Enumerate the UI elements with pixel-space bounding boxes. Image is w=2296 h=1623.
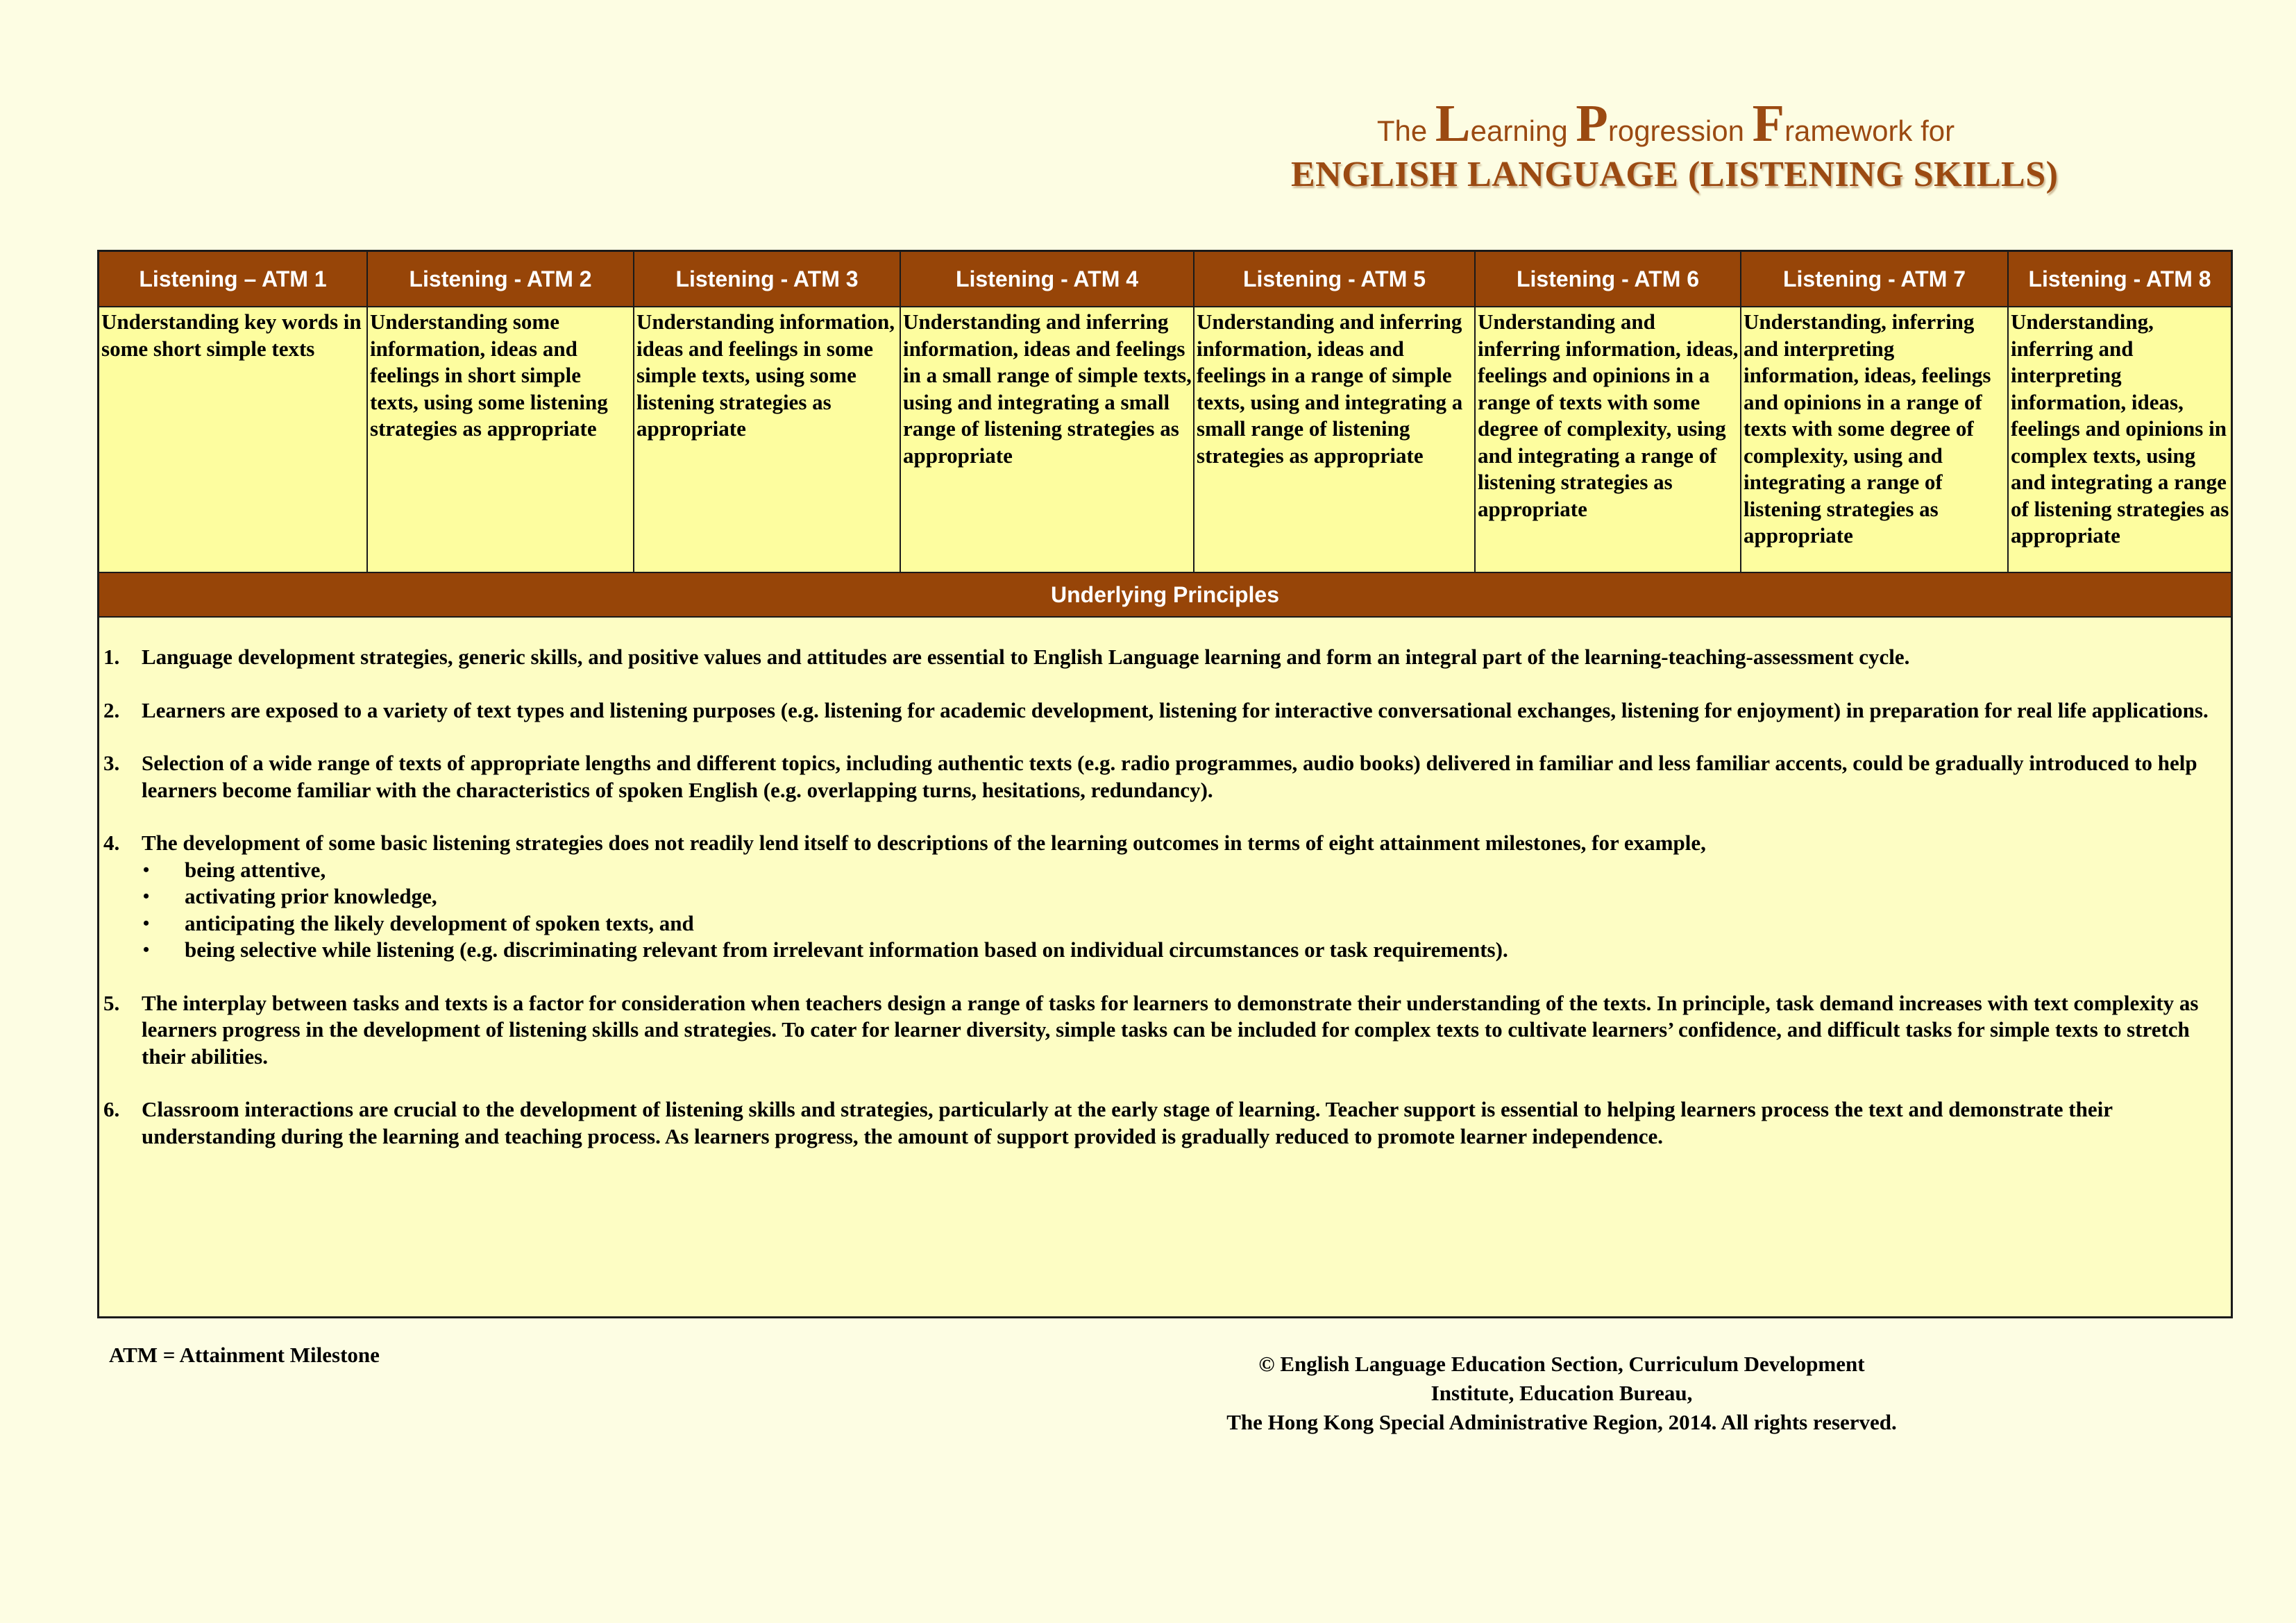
atm-5-descriptor: Understanding and inferring information, ideas and feelings in a range of simple texts, using and integrating a small range of listening strategies as appropriate xyxy=(1194,307,1475,572)
principle-number: 3. xyxy=(103,751,120,775)
atm-8-descriptor: Understanding, inferring and interpreting information, ideas, feelings and opinions in complex texts, using and integrating a range of listening strategies as appropriate xyxy=(2008,307,2231,572)
atm-7-header: Listening - ATM 7 xyxy=(1741,252,2008,307)
principle-text: Classroom interactions are crucial to the development of listening skills and strategies, particularly at the early stage of learning. Teacher support is essential to helping learners process the text and demonstrate their understanding during the learning and teaching process. As learners progress, the amount of support provided is gradually reduced to promote learner independence. xyxy=(142,1097,2113,1148)
principle-body xyxy=(142,830,2217,964)
principle-number: 4. xyxy=(103,831,120,855)
title-word-framework: ramework for xyxy=(1784,114,1955,147)
bullet-icon: • xyxy=(143,859,150,880)
atm-abbreviation-note: ATM = Attainment Milestone xyxy=(109,1343,380,1367)
atm-1-header: Listening – ATM 1 xyxy=(99,252,367,307)
atm-3-descriptor: Understanding information, ideas and feelings in some simple texts, using some listening strategies as appropriate xyxy=(634,307,900,572)
bullet-icon: • xyxy=(143,912,150,933)
principle-item xyxy=(103,1096,2217,1150)
principle-number: 2. xyxy=(103,697,120,722)
strategy-bullet-list xyxy=(142,857,2217,964)
copyright-notice xyxy=(1215,1350,1909,1437)
bullet-item xyxy=(142,883,2217,910)
principle-item xyxy=(103,750,2217,804)
bullet-icon: • xyxy=(143,940,150,960)
atm-1-descriptor: Understanding key words in some short simple texts xyxy=(99,307,367,572)
bullet-text: being selective while listening (e.g. discriminating relevant from irrelevant information based on individual circumstances or task requirements). xyxy=(185,937,1508,962)
copyright-line-1: © English Language Education Section, Curriculum Development Institute, Education Bureau, xyxy=(1258,1352,1865,1405)
bullet-text: activating prior knowledge, xyxy=(185,884,437,908)
document-subtitle: ENGLISH LANGUAGE (LISTENING SKILLS) xyxy=(1291,155,2059,194)
principle-item xyxy=(103,990,2217,1071)
principle-item xyxy=(103,697,2217,724)
principle-text: The development of some basic listening strategies does not readily lend itself to descriptions of the learning outcomes in terms of eight attainment milestones, for example, xyxy=(142,831,1706,855)
atm-header-row xyxy=(99,252,2231,307)
principle-text: Language development strategies, generic skills, and positive values and attitudes are essential to English Language learning and form an integral part of the learning-teaching-assessment cycle. xyxy=(142,645,1910,669)
title-word-progression: rogression xyxy=(1607,114,1744,147)
title-initial-f: F xyxy=(1752,94,1785,153)
principle-text: Selection of a wide range of texts of appropriate lengths and different topics, including authentic texts (e.g. radio programmes, audio books) delivered in familiar and less familiar accents, could be gradually introduced to help learners become familiar with the characteristics of spoken English (e.g. overlapping turns, hesitations, redundancy). xyxy=(142,751,2197,802)
atm-4-header: Listening - ATM 4 xyxy=(900,252,1194,307)
bullet-item xyxy=(142,857,2217,884)
title-initial-l: L xyxy=(1435,94,1471,153)
copyright-line-2: The Hong Kong Special Administrative Region, 2014. All rights reserved. xyxy=(1226,1410,1897,1434)
principle-item xyxy=(103,830,2217,964)
principle-text: The interplay between tasks and texts is a factor for consideration when teachers design a range of tasks for learners to demonstrate their understanding of the texts. In principle, task demand increases with text complexity as learners progress in the development of listening skills and strategies. To cater for learner diversity, simple tasks can be included for complex texts to cultivate learners’ confidence, and difficult tasks for simple texts to stretch their abilities. xyxy=(142,990,2199,1069)
bullet-icon: • xyxy=(143,886,150,906)
title-word-the: The xyxy=(1376,114,1428,147)
bullet-item xyxy=(142,910,2217,937)
title-initial-p: P xyxy=(1576,94,1608,153)
principle-number: 1. xyxy=(103,645,120,669)
atm-table xyxy=(99,252,2231,572)
atm-4-descriptor: Understanding and inferring information, ideas and feelings in a small range of simple texts, using and integrating a small range of listening strategies as appropriate xyxy=(900,307,1194,572)
underlying-principles-heading: Underlying Principles xyxy=(99,572,2231,618)
atm-2-header: Listening - ATM 2 xyxy=(367,252,634,307)
atm-6-header: Listening - ATM 6 xyxy=(1475,252,1741,307)
title-line-1 xyxy=(1291,94,2041,153)
atm-8-header: Listening - ATM 8 xyxy=(2008,252,2231,307)
atm-6-descriptor: Understanding and inferring information, ideas, feelings and opinions in a range of texts with some degree of complexity, using and integrating a range of listening strategies as appropriate xyxy=(1475,307,1741,572)
principle-text: Learners are exposed to a variety of text types and listening purposes (e.g. listening for academic development, listening for interactive conversational exchanges, listening for enjoyment) in preparation for real life applications. xyxy=(142,697,2209,722)
atm-2-descriptor: Understanding some information, ideas and feelings in short simple texts, using some listening strategies as appropriate xyxy=(367,307,634,572)
principle-number: 5. xyxy=(103,990,120,1015)
bullet-item xyxy=(142,937,2217,964)
bullet-text: anticipating the likely development of spoken texts, and xyxy=(185,910,694,935)
framework-table xyxy=(97,250,2233,1318)
atm-3-header: Listening - ATM 3 xyxy=(634,252,900,307)
document-title xyxy=(1291,94,2059,195)
principle-number: 6. xyxy=(103,1097,120,1121)
atm-5-header: Listening - ATM 5 xyxy=(1194,252,1475,307)
principles-list xyxy=(99,618,2231,1150)
atm-7-descriptor: Understanding, inferring and interpreting information, ideas, feelings and opinions in a range of texts with some degree of complexity, using and integrating a range of listening strategies as appropriate xyxy=(1741,307,2008,572)
atm-descriptor-row xyxy=(99,307,2231,572)
bullet-text: being attentive, xyxy=(185,857,326,882)
title-word-learning: earning xyxy=(1470,114,1568,147)
principle-item xyxy=(103,644,2217,671)
